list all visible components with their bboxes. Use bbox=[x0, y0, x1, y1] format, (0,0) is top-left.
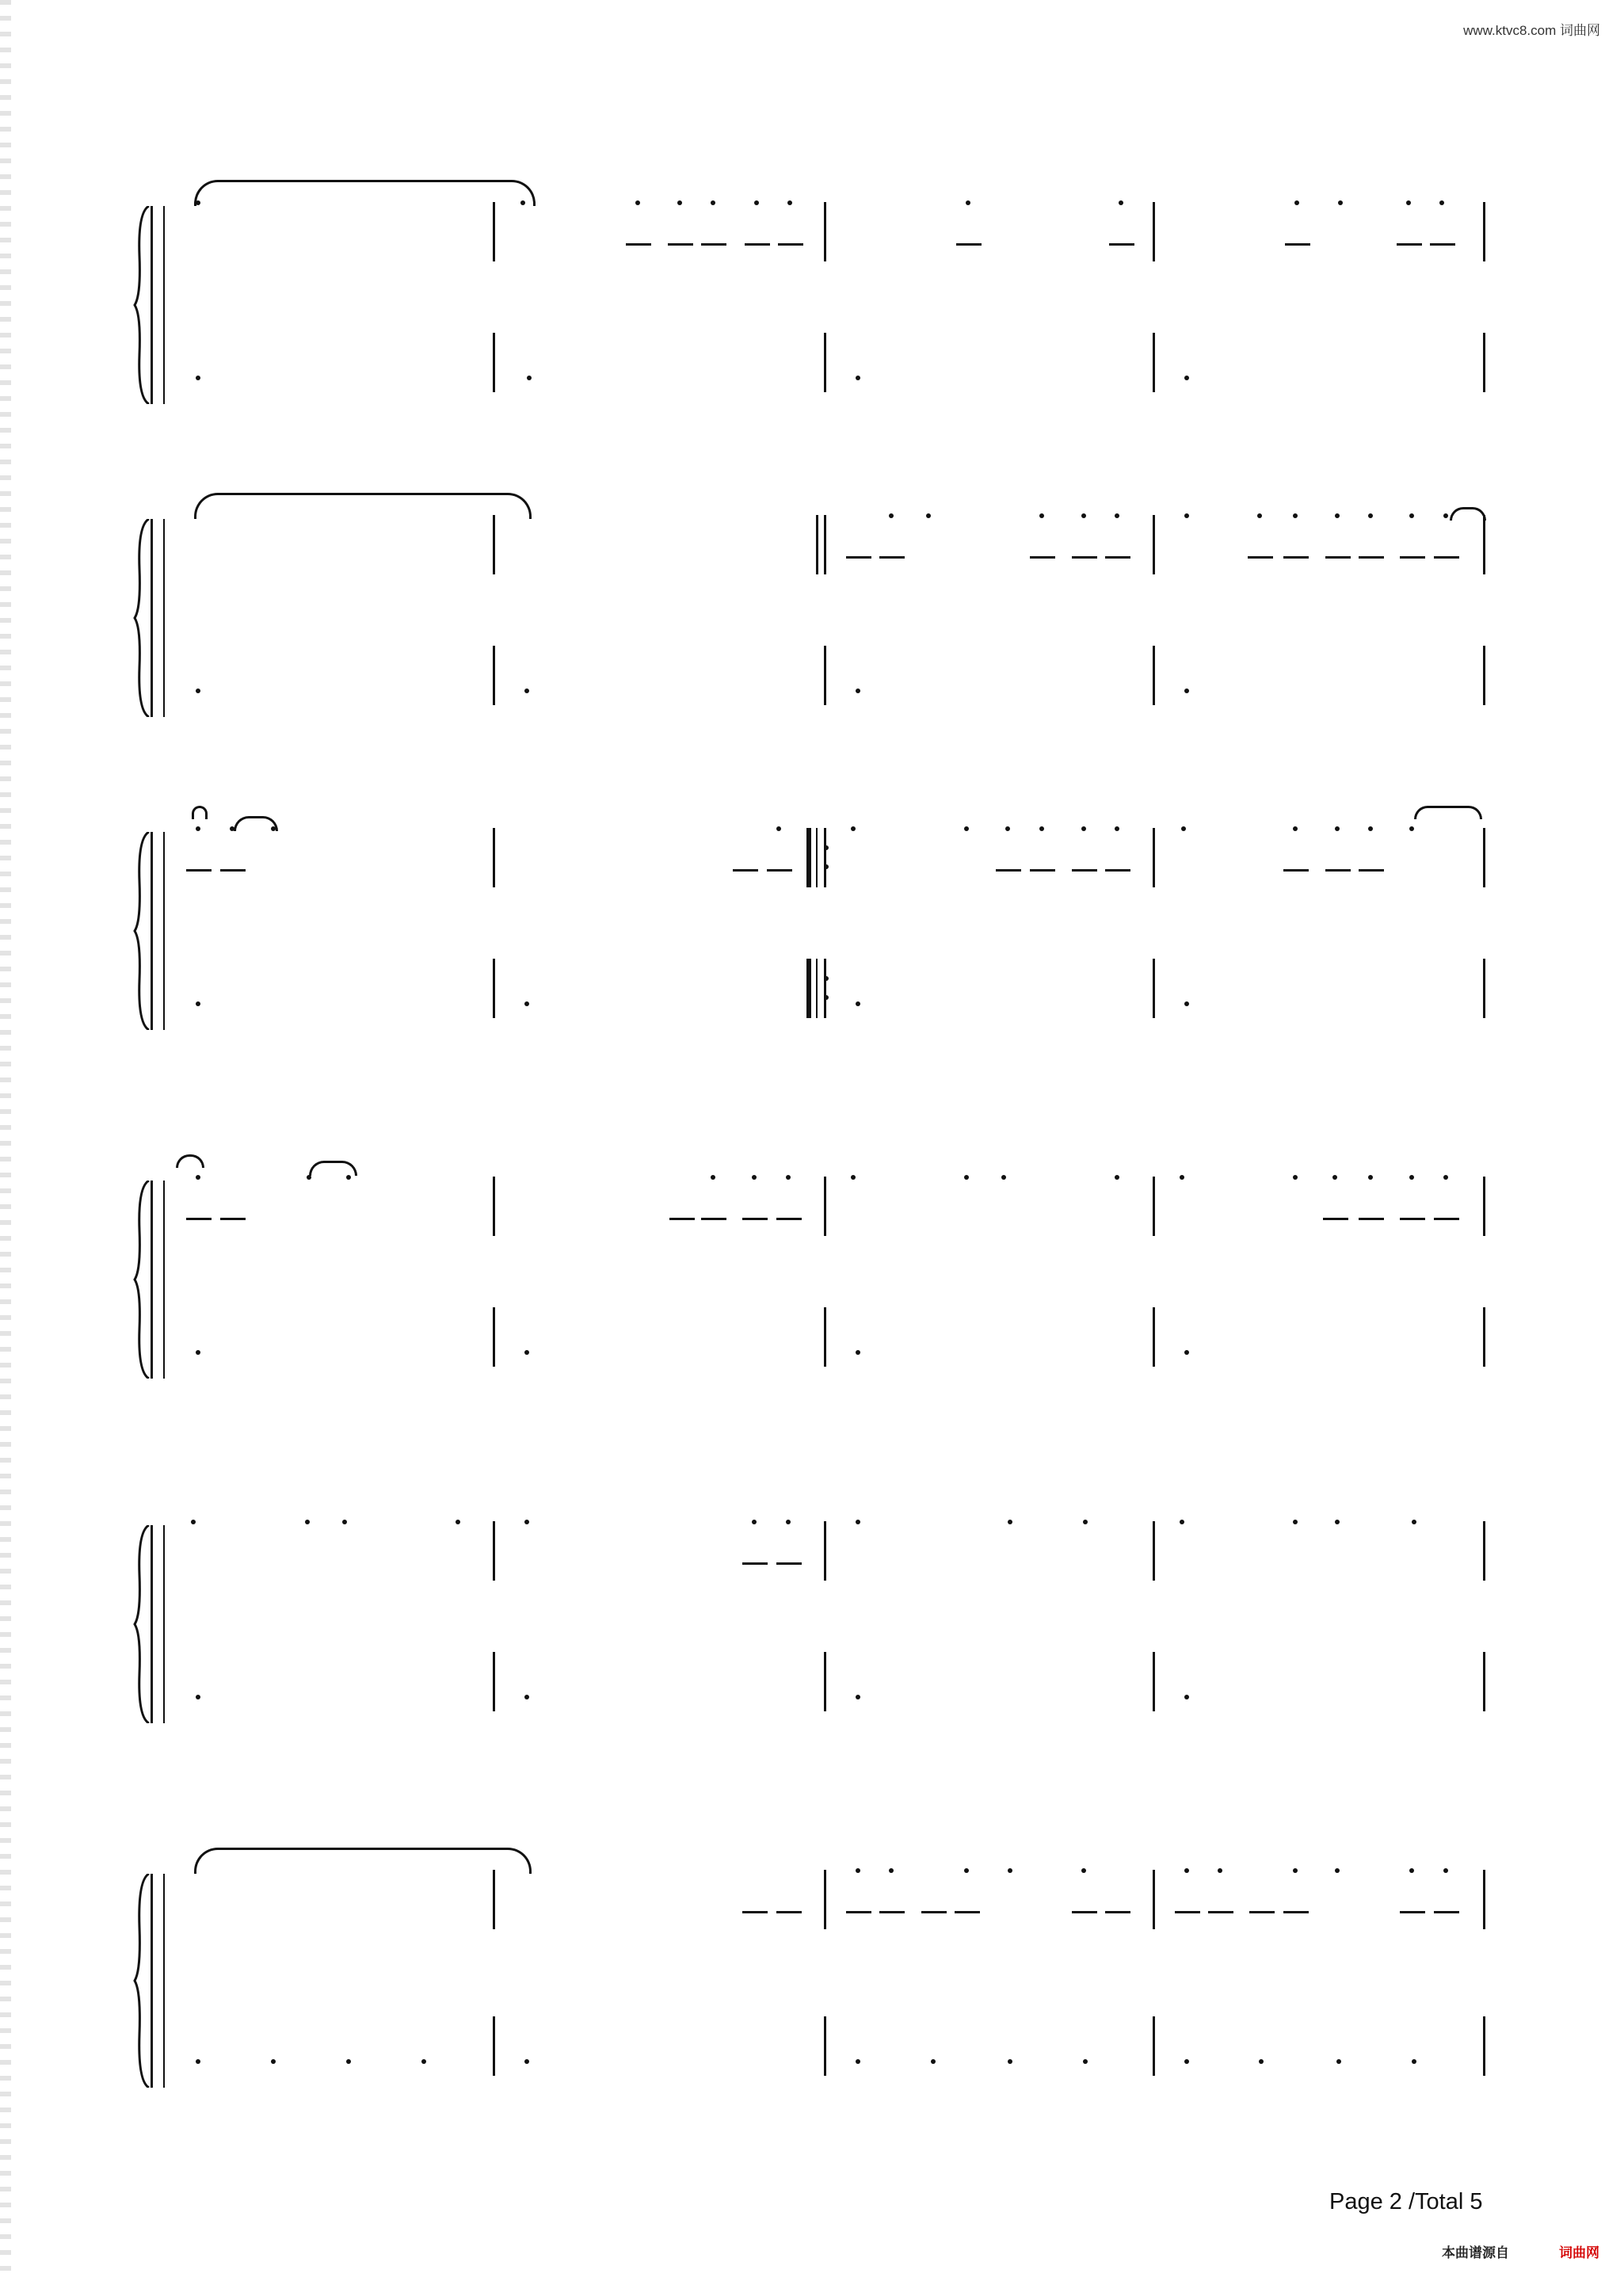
barline-bass bbox=[493, 2016, 495, 2076]
low-octave-dot bbox=[856, 2059, 860, 2064]
beam-underline bbox=[778, 243, 803, 246]
beam-underline bbox=[1323, 1218, 1348, 1220]
page-number: Page 2 /Total 5 bbox=[1329, 2189, 1483, 2214]
low-octave-dot bbox=[856, 1695, 860, 1699]
high-octave-dot bbox=[342, 1520, 347, 1524]
beam-underline bbox=[767, 869, 792, 872]
barline-bass bbox=[824, 2016, 826, 2076]
beam-underline bbox=[1400, 1911, 1425, 1913]
high-octave-dot bbox=[787, 200, 792, 205]
high-octave-dot bbox=[1368, 1175, 1373, 1180]
high-octave-dot bbox=[196, 826, 200, 831]
barline-melody bbox=[1483, 515, 1485, 574]
high-octave-dot bbox=[1293, 1175, 1298, 1180]
high-octave-dot bbox=[851, 826, 856, 831]
beam-underline bbox=[1359, 869, 1384, 872]
low-octave-dot bbox=[1336, 2059, 1341, 2064]
high-octave-dot bbox=[1081, 513, 1086, 518]
beam-underline bbox=[1283, 1911, 1309, 1913]
low-octave-dot bbox=[196, 1350, 200, 1355]
beam-underline bbox=[1325, 556, 1351, 559]
site-watermark: www.ktvc8.com 词曲网 bbox=[1463, 23, 1600, 38]
beam-underline bbox=[1072, 1911, 1097, 1913]
beam-underline bbox=[1285, 243, 1310, 246]
beam-underline bbox=[955, 1911, 980, 1913]
source-label: 本曲谱源自 bbox=[1442, 2245, 1509, 2260]
beam-underline bbox=[742, 1911, 768, 1913]
beam-underline bbox=[1030, 869, 1055, 872]
low-octave-dot bbox=[527, 376, 532, 380]
repeat-bar-thick bbox=[806, 828, 811, 887]
high-octave-dot bbox=[1119, 200, 1123, 205]
beam-underline bbox=[1283, 556, 1309, 559]
low-octave-dot bbox=[1083, 2059, 1088, 2064]
high-octave-dot bbox=[964, 826, 969, 831]
beam-underline bbox=[1109, 243, 1134, 246]
barline-bass bbox=[1483, 959, 1485, 1018]
barline-bass bbox=[1483, 646, 1485, 705]
high-octave-dot bbox=[752, 1175, 757, 1180]
beam-underline bbox=[1248, 556, 1273, 559]
low-octave-dot bbox=[1184, 688, 1189, 693]
high-octave-dot bbox=[1001, 1175, 1006, 1180]
brace bbox=[133, 1181, 157, 1379]
high-octave-dot bbox=[1443, 1175, 1448, 1180]
barline-melody bbox=[493, 828, 495, 887]
high-octave-dot bbox=[754, 200, 759, 205]
beam-underline bbox=[1208, 1911, 1233, 1913]
beam-underline bbox=[742, 1562, 768, 1565]
barline-bass bbox=[824, 646, 826, 705]
slur-tie bbox=[194, 493, 532, 519]
high-octave-dot bbox=[1338, 200, 1343, 205]
low-octave-dot bbox=[524, 1695, 529, 1699]
low-octave-dot bbox=[196, 2059, 200, 2064]
low-octave-dot bbox=[271, 2059, 276, 2064]
barline-bass bbox=[1153, 1307, 1155, 1367]
slur-tie bbox=[194, 180, 536, 206]
system-line-inner bbox=[163, 1874, 165, 2088]
barline-melody bbox=[824, 1177, 826, 1236]
barline-bass bbox=[493, 1652, 495, 1711]
system-line-inner bbox=[163, 1181, 165, 1379]
low-octave-dot bbox=[196, 376, 200, 380]
high-octave-dot bbox=[1335, 1520, 1340, 1524]
barline-bass bbox=[1483, 333, 1485, 392]
beam-underline bbox=[669, 1218, 695, 1220]
system-line-inner bbox=[163, 832, 165, 1030]
barline-bass bbox=[824, 959, 826, 1018]
high-octave-dot bbox=[1039, 826, 1044, 831]
low-octave-dot bbox=[931, 2059, 936, 2064]
barline-melody bbox=[493, 515, 495, 574]
barline-melody bbox=[1483, 1177, 1485, 1236]
high-octave-dot bbox=[1115, 826, 1119, 831]
low-octave-dot bbox=[524, 2059, 529, 2064]
high-octave-dot bbox=[1409, 826, 1414, 831]
beam-underline bbox=[1030, 556, 1055, 559]
high-octave-dot bbox=[786, 1520, 791, 1524]
low-octave-dot bbox=[856, 1350, 860, 1355]
barline-melody bbox=[1153, 828, 1155, 887]
beam-underline bbox=[1359, 1218, 1384, 1220]
beam-underline bbox=[996, 869, 1021, 872]
beam-underline bbox=[1249, 1911, 1275, 1913]
beam-underline bbox=[668, 243, 693, 246]
low-octave-dot bbox=[524, 1001, 529, 1006]
low-octave-dot bbox=[196, 1001, 200, 1006]
beam-underline bbox=[220, 1218, 246, 1220]
barline-melody bbox=[1153, 1870, 1155, 1929]
beam-underline bbox=[733, 869, 758, 872]
high-octave-dot bbox=[1409, 513, 1414, 518]
beam-underline bbox=[745, 243, 770, 246]
high-octave-dot bbox=[1293, 513, 1298, 518]
high-octave-dot bbox=[964, 1868, 969, 1873]
high-octave-dot bbox=[1083, 1520, 1088, 1524]
beam-underline bbox=[1105, 1911, 1130, 1913]
brace bbox=[133, 1525, 157, 1723]
barline-melody bbox=[1483, 828, 1485, 887]
low-octave-dot bbox=[421, 2059, 426, 2064]
high-octave-dot bbox=[1181, 826, 1186, 831]
low-octave-dot bbox=[524, 688, 529, 693]
high-octave-dot bbox=[926, 513, 931, 518]
barline-bass bbox=[824, 1307, 826, 1367]
beam-underline bbox=[1175, 1911, 1200, 1913]
high-octave-dot bbox=[456, 1520, 460, 1524]
high-octave-dot bbox=[1184, 1868, 1189, 1873]
beam-underline bbox=[1325, 869, 1351, 872]
high-octave-dot bbox=[1184, 513, 1189, 518]
low-octave-dot bbox=[1184, 2059, 1189, 2064]
high-octave-dot bbox=[1008, 1868, 1012, 1873]
brace bbox=[133, 832, 157, 1030]
high-octave-dot bbox=[752, 1520, 757, 1524]
beam-underline bbox=[1283, 869, 1309, 872]
barline-melody bbox=[493, 1177, 495, 1236]
beam-underline bbox=[879, 556, 905, 559]
high-octave-dot bbox=[889, 513, 894, 518]
barline-melody bbox=[493, 1870, 495, 1929]
high-octave-dot bbox=[1406, 200, 1411, 205]
beam-underline bbox=[1397, 243, 1422, 246]
barline-bass bbox=[1153, 646, 1155, 705]
barline-melody bbox=[824, 202, 826, 261]
slur-tie bbox=[1450, 507, 1486, 521]
beam-underline bbox=[1072, 556, 1097, 559]
brace bbox=[133, 206, 157, 404]
low-octave-dot bbox=[1184, 1350, 1189, 1355]
barline-bass bbox=[493, 333, 495, 392]
barline-melody bbox=[1153, 515, 1155, 574]
slur-tie bbox=[176, 1154, 204, 1168]
barline-bass bbox=[1483, 1307, 1485, 1367]
beam-underline bbox=[776, 1911, 802, 1913]
high-octave-dot bbox=[1368, 826, 1373, 831]
beam-underline bbox=[626, 243, 651, 246]
beam-underline bbox=[776, 1218, 802, 1220]
high-octave-dot bbox=[1039, 513, 1044, 518]
beam-underline bbox=[1105, 556, 1130, 559]
beam-underline bbox=[879, 1911, 905, 1913]
high-octave-dot bbox=[1294, 200, 1299, 205]
high-octave-dot bbox=[1443, 513, 1448, 518]
barline-bass bbox=[493, 959, 495, 1018]
high-octave-dot bbox=[1257, 513, 1262, 518]
high-octave-dot bbox=[1180, 1520, 1184, 1524]
beam-underline bbox=[1105, 869, 1130, 872]
high-octave-dot bbox=[1115, 1175, 1119, 1180]
beam-underline bbox=[1430, 243, 1455, 246]
beam-underline bbox=[1400, 556, 1425, 559]
low-octave-dot bbox=[856, 1001, 860, 1006]
slur-tie bbox=[194, 1848, 532, 1874]
barline-melody bbox=[824, 1521, 826, 1581]
beam-underline bbox=[1400, 1218, 1425, 1220]
repeat-dot bbox=[824, 976, 829, 981]
brace bbox=[133, 1874, 157, 2088]
high-octave-dot bbox=[305, 1520, 310, 1524]
high-octave-dot bbox=[1081, 1868, 1086, 1873]
repeat-bar-thin bbox=[816, 828, 818, 887]
side-watermark bbox=[0, 0, 11, 2281]
barline-melody bbox=[1483, 1521, 1485, 1581]
system-line-inner bbox=[163, 1525, 165, 1723]
low-octave-dot bbox=[856, 376, 860, 380]
high-octave-dot bbox=[1335, 1868, 1340, 1873]
high-octave-dot bbox=[1335, 513, 1340, 518]
beam-underline bbox=[186, 869, 212, 872]
high-octave-dot bbox=[1081, 826, 1086, 831]
system-line-inner bbox=[163, 519, 165, 717]
low-octave-dot bbox=[1184, 1001, 1189, 1006]
barline-bass bbox=[1483, 2016, 1485, 2076]
high-octave-dot bbox=[1335, 826, 1340, 831]
barline-melody bbox=[1153, 1177, 1155, 1236]
high-octave-dot bbox=[1180, 1175, 1184, 1180]
low-octave-dot bbox=[196, 1695, 200, 1699]
high-octave-dot bbox=[1368, 513, 1373, 518]
slur-tie bbox=[309, 1161, 357, 1176]
beam-underline bbox=[1359, 556, 1384, 559]
beam-underline bbox=[921, 1911, 947, 1913]
beam-underline bbox=[1434, 1911, 1459, 1913]
beam-underline bbox=[956, 243, 982, 246]
high-octave-dot bbox=[1409, 1868, 1414, 1873]
beam-underline bbox=[776, 1562, 802, 1565]
high-octave-dot bbox=[964, 1175, 969, 1180]
slur-tie bbox=[1414, 806, 1482, 819]
barline-melody bbox=[1153, 202, 1155, 261]
beam-underline bbox=[846, 1911, 871, 1913]
low-octave-dot bbox=[856, 688, 860, 693]
low-octave-dot bbox=[1008, 2059, 1012, 2064]
high-octave-dot bbox=[1008, 1520, 1012, 1524]
barline-melody bbox=[824, 828, 826, 887]
repeat-dot bbox=[824, 864, 829, 869]
high-octave-dot bbox=[1439, 200, 1444, 205]
double-barline bbox=[816, 515, 818, 574]
beam-underline bbox=[1434, 556, 1459, 559]
beam-underline bbox=[1072, 869, 1097, 872]
low-octave-dot bbox=[1184, 376, 1189, 380]
barline-melody bbox=[1153, 1521, 1155, 1581]
barline-melody bbox=[824, 515, 826, 574]
high-octave-dot bbox=[776, 826, 781, 831]
high-octave-dot bbox=[851, 1175, 856, 1180]
brace bbox=[133, 519, 157, 717]
low-octave-dot bbox=[1412, 2059, 1416, 2064]
beam-underline bbox=[701, 1218, 726, 1220]
high-octave-dot bbox=[1293, 1868, 1298, 1873]
system-line-inner bbox=[163, 206, 165, 404]
high-octave-dot bbox=[1332, 1175, 1337, 1180]
beam-underline bbox=[220, 869, 246, 872]
repeat-dot bbox=[824, 995, 829, 1000]
high-octave-dot bbox=[1293, 1520, 1298, 1524]
beam-underline bbox=[846, 556, 871, 559]
repeat-bar-thick bbox=[806, 959, 811, 1018]
barline-bass bbox=[493, 646, 495, 705]
high-octave-dot bbox=[191, 1520, 196, 1524]
high-octave-dot bbox=[1443, 1868, 1448, 1873]
high-octave-dot bbox=[786, 1175, 791, 1180]
barline-melody bbox=[1483, 1870, 1485, 1929]
high-octave-dot bbox=[1412, 1520, 1416, 1524]
high-octave-dot bbox=[196, 1175, 200, 1180]
low-octave-dot bbox=[346, 2059, 351, 2064]
barline-bass bbox=[493, 1307, 495, 1367]
high-octave-dot bbox=[1005, 826, 1010, 831]
high-octave-dot bbox=[677, 200, 682, 205]
low-octave-dot bbox=[1259, 2059, 1264, 2064]
barline-melody bbox=[1483, 202, 1485, 261]
barline-bass bbox=[824, 333, 826, 392]
beam-underline bbox=[742, 1218, 768, 1220]
barline-melody bbox=[493, 1521, 495, 1581]
source-brand: 词曲网 bbox=[1559, 2245, 1599, 2260]
barline-melody bbox=[824, 1870, 826, 1929]
high-octave-dot bbox=[856, 1520, 860, 1524]
high-octave-dot bbox=[1409, 1175, 1414, 1180]
high-octave-dot bbox=[889, 1868, 894, 1873]
barline-bass bbox=[824, 1652, 826, 1711]
high-octave-dot bbox=[966, 200, 970, 205]
beam-underline bbox=[701, 243, 726, 246]
repeat-dot bbox=[824, 845, 829, 850]
high-octave-dot bbox=[635, 200, 640, 205]
low-octave-dot bbox=[1184, 1695, 1189, 1699]
high-octave-dot bbox=[1293, 826, 1298, 831]
barline-bass bbox=[1153, 333, 1155, 392]
high-octave-dot bbox=[711, 200, 715, 205]
barline-bass bbox=[1483, 1652, 1485, 1711]
repeat-bar-thin bbox=[816, 959, 818, 1018]
barline-bass bbox=[1153, 2016, 1155, 2076]
beam-underline bbox=[186, 1218, 212, 1220]
high-octave-dot bbox=[711, 1175, 715, 1180]
barline-bass bbox=[1153, 959, 1155, 1018]
barline-bass bbox=[1153, 1652, 1155, 1711]
low-octave-dot bbox=[524, 1350, 529, 1355]
beam-underline bbox=[1434, 1218, 1459, 1220]
low-octave-dot bbox=[196, 688, 200, 693]
high-octave-dot bbox=[856, 1868, 860, 1873]
barline-melody bbox=[493, 202, 495, 261]
slur-tie bbox=[192, 806, 208, 819]
high-octave-dot bbox=[1218, 1868, 1222, 1873]
slur-tie bbox=[234, 816, 278, 831]
high-octave-dot bbox=[1115, 513, 1119, 518]
high-octave-dot bbox=[524, 1520, 529, 1524]
